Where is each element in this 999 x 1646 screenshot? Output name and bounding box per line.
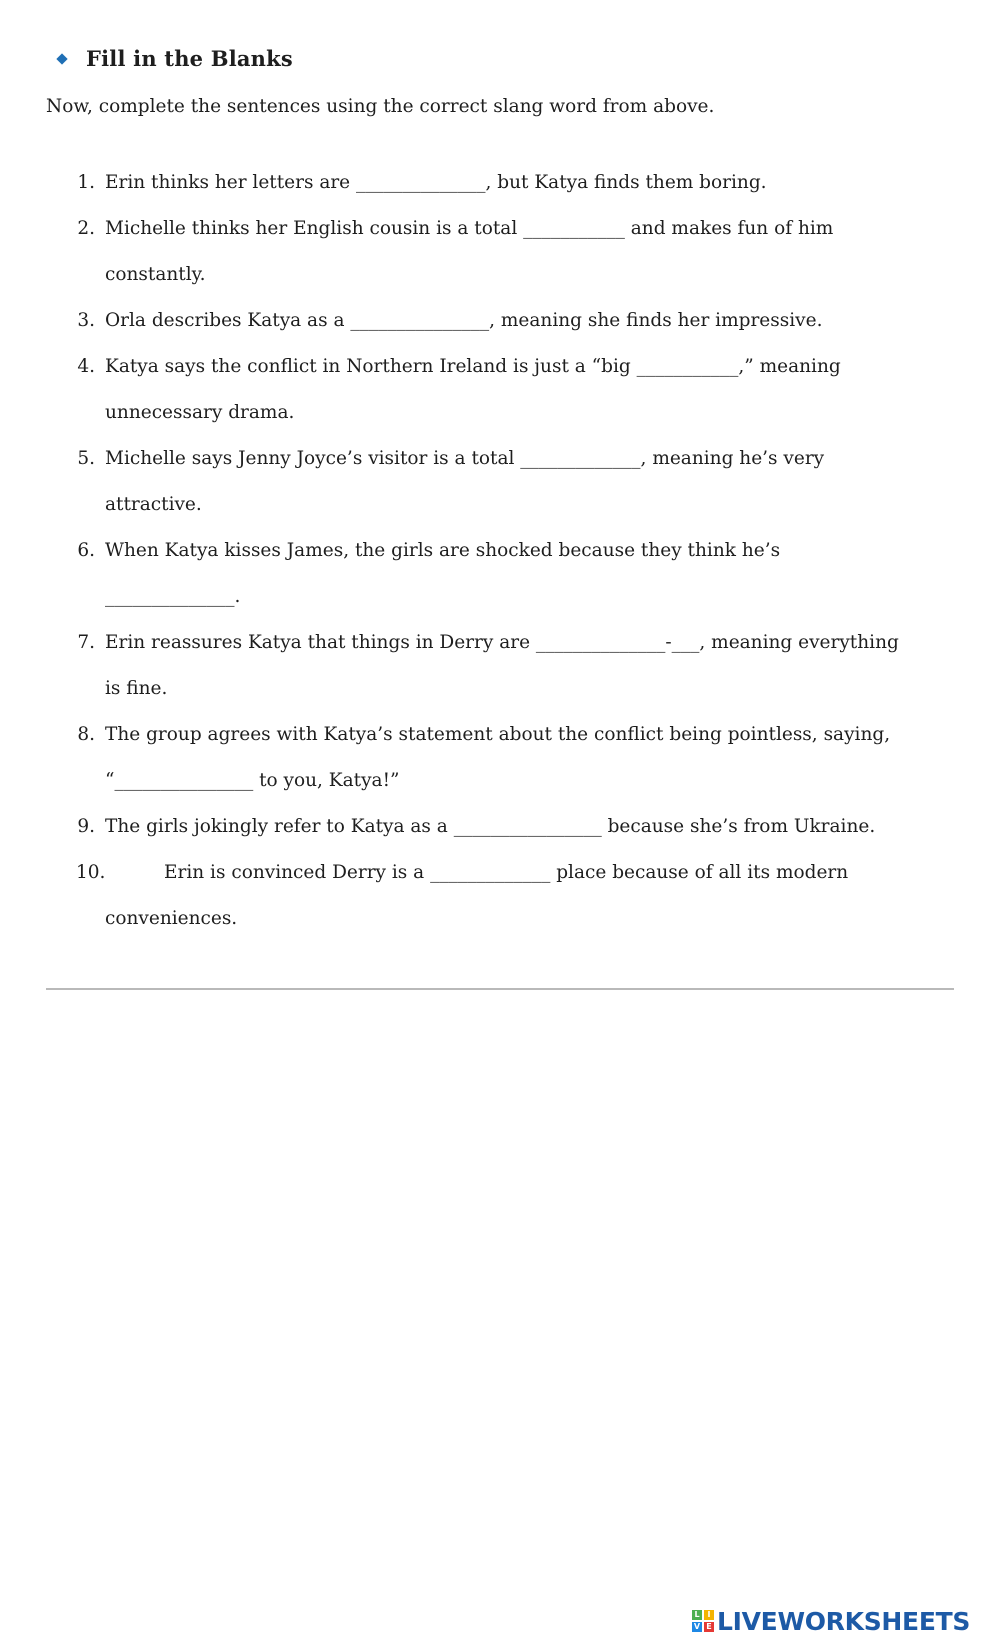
question-number: 7. xyxy=(77,632,95,653)
logo-wordmark: LIVEWORKSHEETS xyxy=(717,1606,971,1636)
question-line: ______________. xyxy=(105,586,241,607)
question-item xyxy=(0,712,999,804)
question-item xyxy=(0,344,999,436)
question-line: When Katya kisses James, the girls are shocked because they think he’s xyxy=(105,540,781,561)
logo-mark-letter: E xyxy=(704,1622,714,1632)
question-line: Michelle says Jenny Joyce’s visitor is a total _____________, meaning he’s very xyxy=(105,448,825,469)
instructions-text: Now, complete the sentences using the correct slang word from above. xyxy=(46,96,715,117)
question-line: unnecessary drama. xyxy=(105,402,295,423)
question-item xyxy=(0,620,999,712)
question-item xyxy=(0,160,999,206)
question-list xyxy=(0,160,999,942)
liveworksheets-logo xyxy=(692,1607,970,1635)
diamond-bullet-icon xyxy=(56,53,67,64)
question-item xyxy=(0,436,999,528)
question-line: Erin thinks her letters are ______________, but Katya finds them boring. xyxy=(105,172,767,193)
question-line: Katya says the conflict in Northern Ireland is just a “big ___________,” meaning xyxy=(105,356,841,377)
logo-mark-letter: V xyxy=(693,1622,701,1631)
section-title: Fill in the Blanks xyxy=(86,46,293,71)
question-number: 2. xyxy=(77,218,95,239)
question-number: 1. xyxy=(77,172,95,193)
question-item xyxy=(0,850,999,942)
question-number: 9. xyxy=(77,816,95,837)
question-line: attractive. xyxy=(105,494,202,515)
question-line: The group agrees with Katya’s statement about the conflict being pointless, saying, xyxy=(105,724,891,745)
question-line: constantly. xyxy=(105,264,206,285)
question-line: Erin is convinced Derry is a _____________ place because of all its modern xyxy=(164,862,849,883)
logo-mark-letter: L xyxy=(692,1610,702,1620)
question-item xyxy=(0,298,999,344)
question-number: 3. xyxy=(77,310,95,331)
question-number: 5. xyxy=(77,448,95,469)
question-number: 4. xyxy=(77,356,95,377)
section-divider xyxy=(46,988,954,990)
question-line: Erin reassures Katya that things in Derry are ______________-___, meaning everything xyxy=(105,632,899,653)
question-number: 8. xyxy=(77,724,95,745)
question-line: conveniences. xyxy=(105,908,238,929)
question-item xyxy=(0,528,999,620)
question-line: The girls jokingly refer to Katya as a ________________ because she’s from Ukraine. xyxy=(105,816,876,837)
question-line: Orla describes Katya as a _______________, meaning she finds her impressive. xyxy=(105,310,823,331)
question-line: Michelle thinks her English cousin is a total ___________ and makes fun of him xyxy=(105,218,834,239)
question-line: “_______________ to you, Katya!” xyxy=(105,770,400,791)
section-header xyxy=(54,46,293,71)
question-item xyxy=(0,804,999,850)
question-line: is fine. xyxy=(105,678,168,699)
logo-mark-letter: I xyxy=(704,1610,714,1620)
question-number: 10. xyxy=(76,862,106,883)
liveworksheets-mark-icon xyxy=(692,1610,714,1632)
question-item xyxy=(0,206,999,298)
question-number: 6. xyxy=(77,540,95,561)
